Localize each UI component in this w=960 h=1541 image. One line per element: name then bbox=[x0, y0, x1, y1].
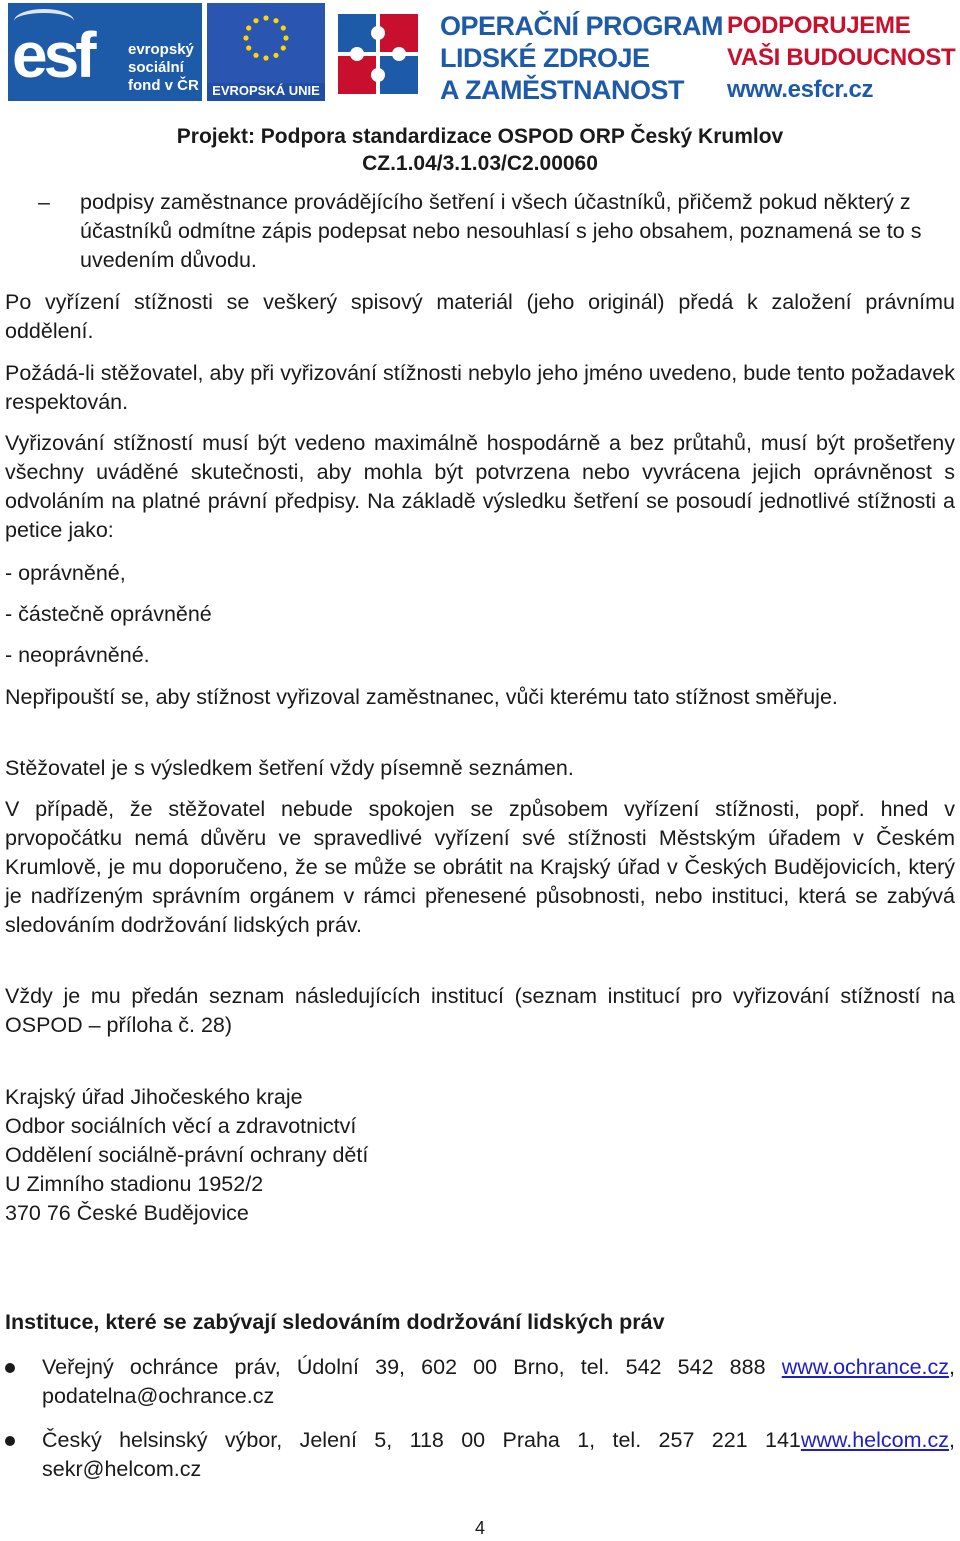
slogan bbox=[727, 10, 955, 106]
address-line-1: Krajský úřad Jihočeského kraje bbox=[5, 1085, 303, 1109]
eu-stars-icon bbox=[241, 13, 291, 63]
helcom-link[interactable]: www.helcom.cz bbox=[800, 1428, 950, 1452]
dash-marker: – bbox=[38, 190, 50, 214]
esf-line-2: sociální bbox=[128, 59, 184, 76]
esf-logo-subtitle bbox=[128, 41, 199, 95]
esf-logo-text: esf bbox=[12, 19, 93, 91]
bullet-item-ombudsman bbox=[42, 1353, 955, 1411]
paragraph-7: Vždy je mu předán seznam následujících institucí (seznam institucí pro vyřizování stížností na OSPOD – příloha č. 28) bbox=[5, 984, 955, 1037]
paragraph-3: Vyřizování stížností musí být vedeno maximálně hospodárně a bez průtahů, musí být prošetřeny všechny uváděné skutečnosti, aby mohla být potvrzena nebo vyvrácena jejich oprávněnost s odvoláním na platné právní předpisy. Na základě výsledku šetření se posoudí jednotlivé stížnosti a petice jako: bbox=[5, 431, 955, 542]
option-unjustified: - neoprávněné. bbox=[5, 643, 150, 667]
address-line-3: Oddělení sociálně-právní ochrany dětí bbox=[5, 1143, 369, 1167]
eu-label: EVROPSKÁ UNIE bbox=[212, 83, 320, 98]
dash-list-item: podpisy zaměstnance provádějícího šetření i všech účastníků, přičemž pokud některý z účastníků odmítne zápis podepsat nebo nesouhlasí s jeho obsahem, poznamená se to s uvedením důvodu. bbox=[80, 190, 922, 272]
paragraph-5: Stěžovatel je s výsledkem šetření vždy písemně seznámen. bbox=[5, 756, 574, 780]
eu-logo bbox=[207, 3, 325, 101]
paragraph-6: V případě, že stěžovatel nebude spokojen se způsobem vyřízení stížnosti, popř. hned v prvopočátku nemá důvěru ve spravedlivé vyřízení své stížnosti Městským úřadem v Českém Krumlově, je mu doporučeno, že se může se obrátit na Krajský úřad v Českých Budějovicích, který je nadřízeným správním orgánem v rámci přenesené působnosti, nebo instituci, která se zabývá sledováním dodržování lidských práv. bbox=[5, 797, 955, 937]
slogan-web: www.esfcr.cz bbox=[727, 76, 874, 103]
op-puzzle-icon bbox=[334, 10, 422, 98]
address-line-5: 370 76 České Budějovice bbox=[5, 1201, 249, 1225]
slogan-line-1: PODPORUJEME bbox=[727, 12, 911, 39]
bullet-icon bbox=[5, 1436, 15, 1446]
project-title: Projekt: Podpora standardizace OSPOD ORP Český Krumlov bbox=[176, 125, 784, 148]
esf-line-1: evropský bbox=[128, 41, 194, 58]
op-line-3: A ZAMĚSTNANOST bbox=[440, 75, 684, 105]
paragraph-1: Po vyřízení stížnosti se veškerý spisový materiál (jeho originál) předá k založení právnímu oddělení. bbox=[5, 290, 955, 343]
address-line-4: U Zimního stadionu 1952/2 bbox=[5, 1172, 264, 1196]
bullet-2-text: Český helsinský výbor, Jelení 5, 118 00 Praha 1, tel. 257 221 141 bbox=[42, 1428, 801, 1452]
op-program-title bbox=[440, 10, 723, 106]
section-heading: Instituce, které se zabývají sledováním dodržování lidských práv bbox=[5, 1310, 665, 1334]
bullet-icon bbox=[5, 1363, 15, 1373]
esf-logo bbox=[8, 3, 202, 101]
op-line-1: OPERAČNÍ PROGRAM bbox=[440, 11, 724, 41]
header-logos bbox=[0, 0, 960, 110]
eu-flag-icon bbox=[207, 3, 325, 83]
paragraph-4: Nepřipouští se, aby stížnost vyřizoval zaměstnanec, vůči kterému tato stížnost směřuje. bbox=[5, 685, 838, 709]
bullet-item-helsinki bbox=[42, 1426, 955, 1484]
slogan-line-2: VAŠI BUDOUCNOST bbox=[727, 44, 956, 71]
project-code: CZ.1.04/3.1.03/C2.00060 bbox=[362, 152, 598, 175]
option-justified: - oprávněné, bbox=[5, 561, 126, 585]
esf-line-3: fond v ČR bbox=[128, 77, 199, 94]
address-line-2: Odbor sociálních věcí a zdravotnictví bbox=[5, 1114, 357, 1138]
op-line-2: LIDSKÉ ZDROJE bbox=[440, 43, 650, 73]
address-block bbox=[5, 1083, 368, 1228]
page-number: 4 bbox=[474, 1518, 485, 1538]
option-partially-justified: - částečně oprávněné bbox=[5, 602, 212, 626]
bullet-1-tail: , podatelna@ochrance.cz bbox=[42, 1355, 955, 1408]
bullet-1-text: Veřejný ochránce práv, Údolní 39, 602 00 Brno, tel. 542 542 888 bbox=[42, 1355, 782, 1379]
bullet-2-tail: , sekr@helcom.cz bbox=[42, 1428, 955, 1481]
paragraph-2: Požádá-li stěžovatel, aby při vyřizování stížnosti nebylo jeho jméno uvedeno, bude tento požadavek respektován. bbox=[5, 361, 955, 414]
ochrance-link[interactable]: www.ochrance.cz bbox=[781, 1355, 950, 1379]
